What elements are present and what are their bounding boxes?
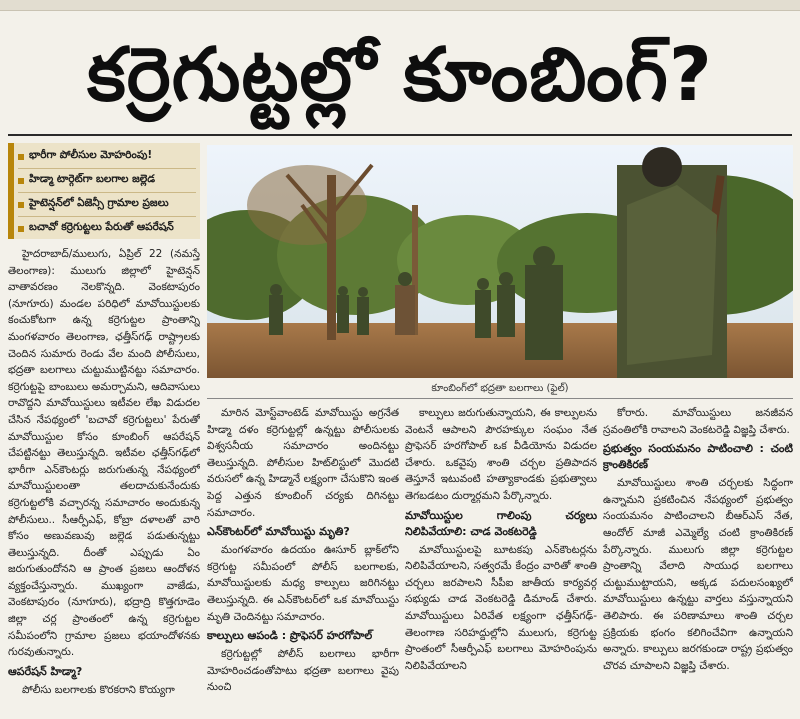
headline: కర్రెగుట్టల్లో కూంబింగ్? — [87, 32, 713, 118]
highlights-box — [8, 143, 200, 239]
bullet-icon — [18, 226, 24, 232]
article-paragraph: పోలీసు బలగాలకు కొరకరాని కొయ్యగా — [22, 683, 175, 696]
article-paragraph: మారిన మోస్ట్‌వాంటెడ్ మావోయిస్టు అగ్రనేత హిడ్మా దళం కర్రెగుట్టల్లో ఉన్నట్టు పోలీసులకు విశ్వసనీయ సమాచారం అందినట్టు తెలుస్తున్నది. పోలీసుల హిట్‌లిస్టులో మొదటి వరుసలో ఉన్న హిడ్మానే లక్ష్యంగా చేసుకొని ఇంత పెద్ద ఎత్తున కూంబింగ్ చర్యకు దిగినట్టు సమాచారం. — [207, 407, 399, 519]
article-column-3 — [405, 405, 597, 716]
article-column-2 — [207, 405, 399, 716]
highlight-item: హిడ్మా టార్గెట్‌గా బలగాల జల్లెడ — [18, 169, 196, 193]
headline-rule — [8, 134, 792, 136]
highlight-item: భారీగా పోలీసుల మోహరింపు! — [18, 145, 196, 169]
article-paragraph: కోరారు. మావోయిస్టులు జనజీవన స్రవంతిలోకి రావాలని వెంకటరెడ్డి విజ్ఞప్తి చేశారు. — [603, 407, 793, 436]
subhead-kranthikiran: ప్రభుత్వం సంయమనం పాటించాలి : చంటి క్రాంతికిరణ్ — [603, 442, 793, 472]
article-paragraph: కాల్పులు జరుగుతున్నాయని, ఈ కాల్పులను వెంటనే ఆపాలని పౌరహక్కుల సంఘం నేత ప్రొఫెసర్ హరగోపాల్ ఒక వీడియోను విడుదల చేశారు. ఒకవైపు శాంతి చర్చల ప్రతిపాదన తెస్తూనే ఇటువంటి హత్యాకాండకు ప్రభుత్వాలు తెగబడటం దుర్మార్గమని పేర్కొన్నారు. — [405, 407, 597, 502]
page-top-edge — [0, 0, 800, 11]
highlight-item: బచావో కర్రెగుట్టలు పేరుతో ఆపరేషన్ — [18, 217, 196, 240]
article-paragraph: మావోయిస్టులు శాంతి చర్చలకు సిద్ధంగా ఉన్నామని ప్రకటించిన నేపథ్యంలో ప్రభుత్వం సంయమనం పాటించాలని బీఆర్ఎస్ నేత, ఆందోల్ మాజీ ఎమ్మెల్యే చంటి క్రాంతికిరణ్ పేర్కొన్నారు. ములుగు జిల్లా కర్రెగుట్టల ప్రాంతాన్ని వేలాది సాయుధ బలగాలు చుట్టుముట్టాయని, అక్కడ పదులసంఖ్యలో మావోయిస్టులు ఉన్నట్టు వార్తలు వస్తున్నాయని తెలిపారు. ఈ పరిణామాలు శాంతి చర్చల ప్రక్రియకు భంగం కలిగించేవిగా ఉన్నాయని అన్నారు. కాల్పులు జరగకుండా రాష్ట్ర ప్రభుత్వం చొరవ చూపాలని విజ్ఞప్తి చేశారు. — [603, 477, 793, 672]
highlight-item: హైటెన్షన్‌లో ఏజెన్సీ గ్రామాల ప్రజలు — [18, 193, 196, 217]
bullet-icon — [18, 178, 24, 184]
caption-rule — [207, 398, 793, 399]
article-column-1 — [8, 246, 200, 716]
subhead-operation-hidma: ఆపరేషన్ హిడ్మా? — [8, 664, 83, 678]
bullet-icon — [18, 154, 24, 160]
article-column-4 — [603, 405, 793, 716]
subhead-chada: మావోయిస్టుల గాలింపు చర్యలు నిలిపివేయాలి: చాడ వెంకటరెడ్డి — [405, 508, 597, 538]
forest-patrol-image — [207, 145, 793, 378]
photo-caption: కూంబింగ్‌లో భద్రతా బలగాలు (ఫైల్) — [431, 383, 569, 394]
subhead-haragopal: కాల్పులు ఆపండి : ప్రొఫెసర్ హరగోపాల్ — [207, 629, 373, 643]
article-paragraph: మంగళవారం ఉదయం ఊసూర్ బ్లాక్‌లోని కర్రెగుట్ట సమీపంలో పోలీస్ బలగాలకు, మావోయిస్టులకు మధ్య కాల్పులు జరిగినట్టు తెలుస్తున్నది. ఈ ఎన్‌కౌంటర్‌లో ఒక మావోయిస్టు మృతి చెందినట్టు సమాచారం. — [207, 544, 399, 623]
article-photo — [207, 145, 793, 378]
article-paragraph: మావోయిస్టులపై బూటకపు ఎన్‌కౌంటర్లను నిలిపివేయాలని, సత్వరమే కేంద్రం వారితో శాంతి చర్చలు జరపాలని సీపీఐ జాతీయ కార్యవర్గ సభ్యుడు చాడ వెంకటరెడ్డి డిమాండ్ చేశారు. మావోయిస్టులు ఏరివేత లక్ష్యంగా ఛత్తీస్‌గఢ్-తెలంగాణ సరిహద్దుల్లోని ములుగు, కర్రెగుట్ట ప్రాంతంలో సీఆర్పీఎఫ్ బలగాలు మోహరింపును నిలిపివేయాలని — [405, 543, 597, 672]
article-paragraph: కర్రెగుట్టల్లో పోలీస్ బలగాలు భారీగా మోహరించడంతోపాటు భద్రతా బలగాలు వైపు నుంచి — [207, 648, 399, 694]
article-lead: హైదరాబాద్‌/ములుగు, ఏప్రిల్ 22 (నమస్తే తెలంగాణ): ములుగు జిల్లాలో హైటెన్షన్ వాతావరణం నెలకొన్నది. వెంకటాపురం (నూగూరు) మండల పరిధిలో మావోయిస్టులకు కంచుకోటగా ఉన్న కర్రెగుట్టల ప్రాంతాన్ని మంగళవారం తెలంగాణ, ఛత్తీస్‌గఢ్ రాష్ట్రాలకు చెందిన సుమారు రెండు వేల మంది పోలీసులు, భద్రతా బలగాలు చుట్టుముట్టినట్టు సమాచారం. కర్రెగుట్టపై బాంబులు అమర్చామని, ఆదివాసులు రావొద్దని మావోయిస్టులు ఇటీవల లేఖ విడుదల చేసిన నేపథ్యంలో 'బచావో కర్రెగుట్టలు' పేరుతో మావోయిస్టుల కోసం కూంబింగ్ ఆపరేషన్ చేపట్టినట్టు తెలుస్తున్నది. ఇటీవల ఛత్తీస్‌గఢ్‌లో భారీగా ఎన్‌కౌంటర్లు జరుగుతున్న నేపథ్యంలో మావోయిస్టులంతా తలదాచుకునేందుకు కర్రెగుట్టలోకి వచ్చారన్న సమాచారం అందుకున్న పోలీసులు.. సీఆర్పీఎఫ్, కోబ్రా దళాలతో వారి కోసం అణువణువు జల్లెడ పడుతున్నట్టు తెలుస్తున్నది. దీంతో ఎప్పుడు ఏం జరుగుతుందోనని ఆ ప్రాంత ప్రజలు ఆందోళన వ్యక్తంచేస్తున్నారు. ముఖ్యంగా వాజేడు, వెంకటాపురం (నూగూరు), భద్రాద్రి కొత్తగూడెం జిల్లా చర్ల ప్రాంతంలో ఉన్న కర్రెగుట్టల సమీపంలోని గ్రామాల ప్రజలు భయాందోళనకు గురవుతున్నారు. — [8, 248, 200, 659]
bullet-icon — [18, 202, 24, 208]
subhead-encounter: ఎన్‌కౌంటర్‌లో మావోయిస్టు మృతి? — [207, 525, 350, 539]
